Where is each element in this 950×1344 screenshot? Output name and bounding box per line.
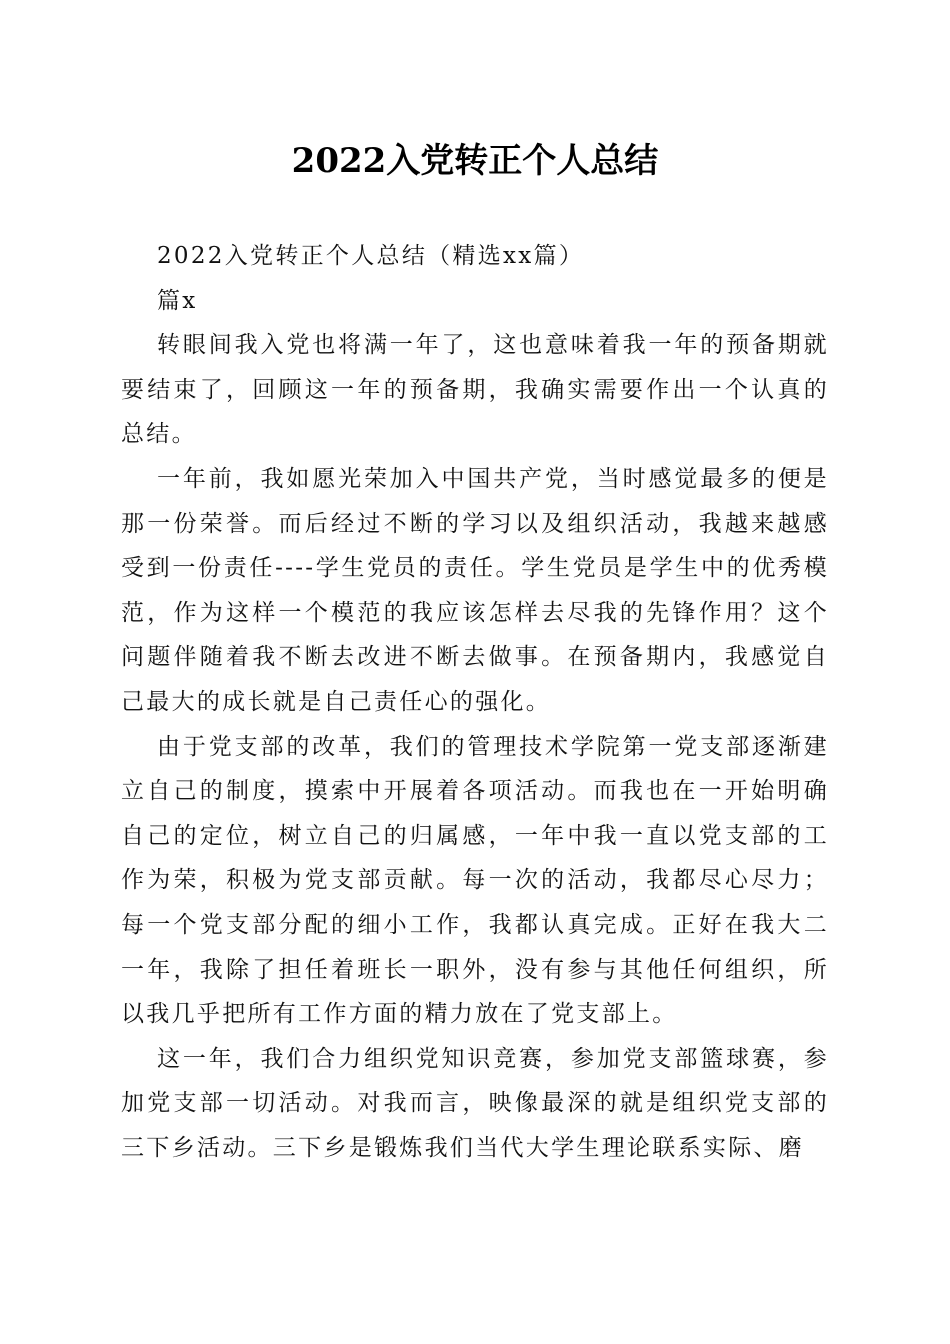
section-label: 篇x (157, 287, 198, 314)
document-body (121, 234, 829, 1170)
paragraph: 转眼间我入党也将满一年了，这也意味着我一年的预备期就要结束了，回顾这一年的预备期，我确实需要作出一个认真的总结。 (121, 332, 829, 448)
subtitle-line: 2022入党转正个人总结（精选xx篇） (157, 243, 585, 269)
document-title: 2022入党转正个人总结 (291, 141, 659, 181)
paragraph: 由于党支部的改革，我们的管理技术学院第一党支部逐渐建立自己的制度，摸索中开展着各项活动。而我也在一开始明确自己的定位，树立自己的归属感，一年中我一直以党支部的工作为荣，积极为党支部贡献。每一次的活动，我都尽心尽力；每一个党支部分配的细小工作，我都认真完成。正好在我大二一年，我除了担任着班长一职外，没有参与其他任何组织，所以我几乎把所有工作方面的精力放在了党支部上。 (121, 733, 829, 1028)
paragraph: 这一年，我们合力组织党知识竞赛，参加党支部篮球赛，参加党支部一切活动。对我而言，映像最深的就是组织党支部的三下乡活动。三下乡是锻炼我们当代大学生理论联系实际、磨 (121, 1045, 829, 1161)
paragraph: 一年前，我如愿光荣加入中国共产党，当时感觉最多的便是那一份荣誉。而后经过不断的学习以及组织活动，我越来越感受到一份责任----学生党员的责任。学生党员是学生中的优秀模范，作为这样一个模范的我应该怎样去尽我的先锋作用？这个问题伴随着我不断去改进不断去做事。在预备期内，我感觉自己最大的成长就是自己责任心的强化。 (121, 465, 829, 715)
